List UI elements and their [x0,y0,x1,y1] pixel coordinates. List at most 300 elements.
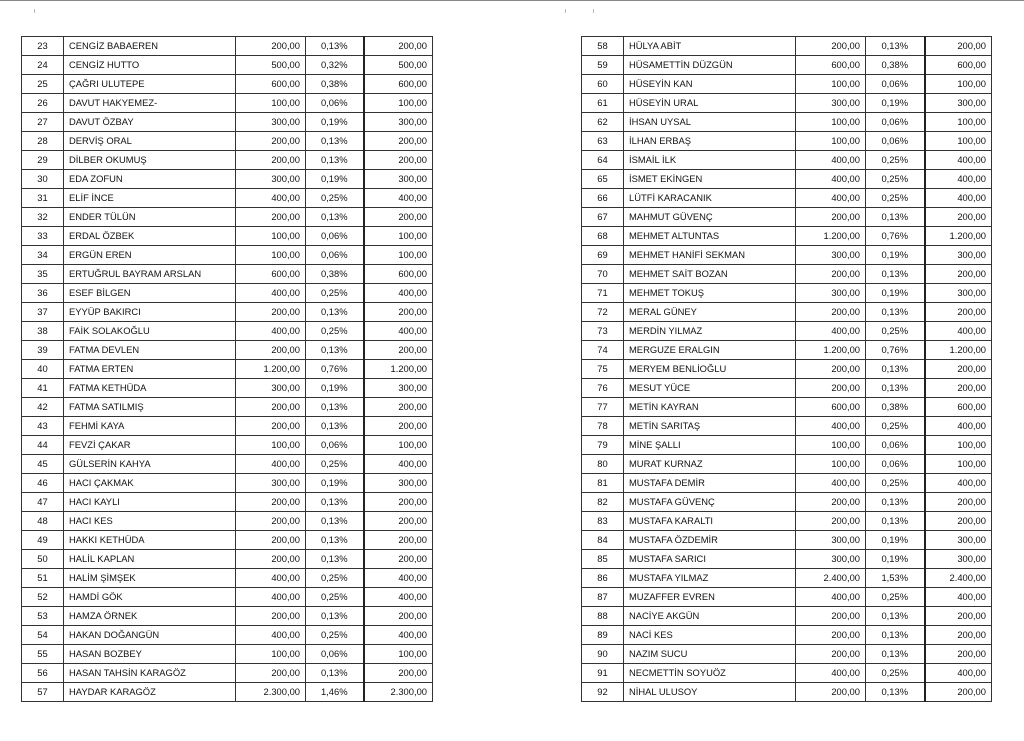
share-amount: 100,00 [796,75,866,94]
table-row [582,531,992,550]
row-number: 89 [582,626,624,645]
share-percent: 0,13% [866,37,925,56]
holder-name: HAMDİ GÖK [64,588,236,607]
holder-name: HASAN BOZBEY [64,645,236,664]
table-row [22,398,433,417]
share-percent: 0,13% [306,341,364,360]
table-row [582,322,992,341]
holder-name: NİHAL ULUSOY [624,683,796,702]
share-amount: 400,00 [236,322,306,341]
row-number: 61 [582,94,624,113]
share-total: 400,00 [925,417,992,436]
share-total: 200,00 [364,208,433,227]
share-total: 200,00 [364,664,433,683]
row-number: 35 [22,265,64,284]
row-number: 70 [582,265,624,284]
row-number: 88 [582,607,624,626]
share-total: 400,00 [925,588,992,607]
holder-name: İHSAN UYSAL [624,113,796,132]
share-amount: 200,00 [236,531,306,550]
scan-mark [565,9,566,13]
holder-name: MEHMET SAİT BOZAN [624,265,796,284]
holder-name: NECMETTİN SOYUÖZ [624,664,796,683]
table-row [582,208,992,227]
holder-name: HAYDAR KARAGÖZ [64,683,236,702]
share-percent: 0,25% [866,170,925,189]
holder-name: HÜLYA ABİT [624,37,796,56]
holder-name: FATMA SATILMIŞ [64,398,236,417]
share-amount: 100,00 [796,113,866,132]
share-amount: 400,00 [796,170,866,189]
share-percent: 0,06% [866,455,925,474]
share-percent: 0,13% [866,683,925,702]
holder-name: MURAT KURNAZ [624,455,796,474]
shareholder-table-right [581,36,992,702]
table-row [22,113,433,132]
row-number: 74 [582,341,624,360]
share-total: 200,00 [925,626,992,645]
table-row [582,341,992,360]
share-percent: 0,25% [306,588,364,607]
share-percent: 0,13% [306,550,364,569]
share-percent: 0,13% [306,512,364,531]
share-amount: 200,00 [796,512,866,531]
table-row [22,360,433,379]
table-row [582,607,992,626]
table-row [22,626,433,645]
table-row [22,170,433,189]
holder-name: MUSTAFA SARICI [624,550,796,569]
row-number: 53 [22,607,64,626]
page-top-edge [0,0,1024,1]
share-percent: 0,25% [866,322,925,341]
share-percent: 0,25% [306,569,364,588]
row-number: 37 [22,303,64,322]
share-total: 400,00 [925,664,992,683]
holder-name: MESUT YÜCE [624,379,796,398]
holder-name: EDA ZOFUN [64,170,236,189]
share-total: 100,00 [364,227,433,246]
share-amount: 200,00 [796,683,866,702]
holder-name: NAZIM SUCU [624,645,796,664]
row-number: 24 [22,56,64,75]
row-number: 85 [582,550,624,569]
share-percent: 0,13% [866,493,925,512]
holder-name: FATMA DEVLEN [64,341,236,360]
holder-name: HAMZA ÖRNEK [64,607,236,626]
holder-name: ESEF BİLGEN [64,284,236,303]
share-amount: 400,00 [236,588,306,607]
row-number: 52 [22,588,64,607]
holder-name: HALİL KAPLAN [64,550,236,569]
holder-name: ERTUĞRUL BAYRAM ARSLAN [64,265,236,284]
holder-name: CENGİZ BABAEREN [64,37,236,56]
holder-name: MERGUZE ERALGIN [624,341,796,360]
table-row [582,170,992,189]
row-number: 50 [22,550,64,569]
row-number: 67 [582,208,624,227]
table-row [582,398,992,417]
share-percent: 0,06% [306,227,364,246]
share-percent: 0,13% [306,151,364,170]
share-percent: 0,25% [866,588,925,607]
share-total: 100,00 [925,455,992,474]
share-percent: 1,46% [306,683,364,702]
share-percent: 0,19% [866,550,925,569]
share-amount: 400,00 [796,189,866,208]
holder-name: HÜSEYİN URAL [624,94,796,113]
row-number: 34 [22,246,64,265]
share-total: 200,00 [925,607,992,626]
share-amount: 400,00 [236,569,306,588]
table-row [22,189,433,208]
row-number: 31 [22,189,64,208]
row-number: 76 [582,379,624,398]
share-amount: 400,00 [796,664,866,683]
share-percent: 0,25% [306,189,364,208]
table-row [582,265,992,284]
holder-name: MEHMET ALTUNTAS [624,227,796,246]
share-amount: 1.200,00 [796,341,866,360]
row-number: 62 [582,113,624,132]
holder-name: FEHMİ KAYA [64,417,236,436]
holder-name: MUSTAFA DEMİR [624,474,796,493]
row-number: 55 [22,645,64,664]
holder-name: HACI ÇAKMAK [64,474,236,493]
holder-name: İSMAİL İLK [624,151,796,170]
holder-name: HACI KAYLI [64,493,236,512]
share-total: 2.400,00 [925,569,992,588]
share-percent: 0,13% [866,512,925,531]
table-row [582,75,992,94]
share-total: 200,00 [925,37,992,56]
table-row [22,645,433,664]
row-number: 46 [22,474,64,493]
share-total: 400,00 [364,626,433,645]
holder-name: METİN SARITAŞ [624,417,796,436]
share-amount: 400,00 [796,322,866,341]
share-amount: 600,00 [796,398,866,417]
table-row [22,683,433,702]
share-percent: 0,13% [306,607,364,626]
table-row [22,227,433,246]
holder-name: MUZAFFER EVREN [624,588,796,607]
row-number: 41 [22,379,64,398]
share-total: 200,00 [364,607,433,626]
share-total: 300,00 [925,531,992,550]
share-amount: 100,00 [236,436,306,455]
row-number: 54 [22,626,64,645]
share-total: 400,00 [364,322,433,341]
share-amount: 100,00 [796,132,866,151]
share-amount: 200,00 [236,417,306,436]
table-row [582,303,992,322]
row-number: 68 [582,227,624,246]
share-amount: 200,00 [236,664,306,683]
row-number: 30 [22,170,64,189]
share-total: 200,00 [364,132,433,151]
share-percent: 0,32% [306,56,364,75]
share-total: 300,00 [925,550,992,569]
share-percent: 0,25% [306,455,364,474]
share-total: 100,00 [364,246,433,265]
share-percent: 0,25% [306,322,364,341]
table-row [22,322,433,341]
share-amount: 200,00 [236,398,306,417]
share-total: 100,00 [925,113,992,132]
table-row [22,493,433,512]
row-number: 79 [582,436,624,455]
share-total: 200,00 [925,683,992,702]
row-number: 69 [582,246,624,265]
share-total: 300,00 [364,113,433,132]
share-total: 400,00 [925,189,992,208]
share-total: 100,00 [925,132,992,151]
share-total: 200,00 [364,341,433,360]
share-percent: 0,19% [306,113,364,132]
share-total: 100,00 [364,436,433,455]
holder-name: EYYÜP BAKIRCI [64,303,236,322]
row-number: 27 [22,113,64,132]
table-row [22,455,433,474]
share-amount: 400,00 [236,284,306,303]
share-percent: 0,19% [866,94,925,113]
share-percent: 0,13% [866,379,925,398]
holder-name: FEVZİ ÇAKAR [64,436,236,455]
share-total: 100,00 [364,94,433,113]
share-amount: 100,00 [796,436,866,455]
holder-name: MUSTAFA KARALTI [624,512,796,531]
share-amount: 200,00 [236,493,306,512]
share-percent: 0,19% [866,284,925,303]
share-percent: 0,38% [866,398,925,417]
share-total: 200,00 [364,398,433,417]
table-row [22,664,433,683]
row-number: 32 [22,208,64,227]
table-row [22,246,433,265]
share-total: 100,00 [925,75,992,94]
share-amount: 100,00 [236,645,306,664]
shareholder-table-left [21,36,433,702]
share-amount: 1.200,00 [796,227,866,246]
share-total: 400,00 [364,455,433,474]
share-total: 200,00 [925,208,992,227]
table-row [582,246,992,265]
table-row [22,56,433,75]
row-number: 72 [582,303,624,322]
share-total: 200,00 [925,265,992,284]
share-amount: 400,00 [796,151,866,170]
row-number: 92 [582,683,624,702]
share-total: 200,00 [364,151,433,170]
share-total: 2.300,00 [364,683,433,702]
holder-name: MUSTAFA YILMAZ [624,569,796,588]
table-row [582,360,992,379]
share-total: 400,00 [925,474,992,493]
share-amount: 200,00 [796,37,866,56]
share-percent: 0,13% [866,607,925,626]
holder-name: FATMA ERTEN [64,360,236,379]
share-amount: 300,00 [236,379,306,398]
table-body-left [22,37,433,702]
share-total: 400,00 [925,151,992,170]
share-percent: 0,13% [866,360,925,379]
share-percent: 0,76% [306,360,364,379]
share-amount: 100,00 [236,227,306,246]
share-amount: 400,00 [796,417,866,436]
share-percent: 0,25% [866,189,925,208]
table-row [22,132,433,151]
row-number: 39 [22,341,64,360]
share-total: 400,00 [364,284,433,303]
share-amount: 200,00 [796,265,866,284]
share-amount: 200,00 [236,550,306,569]
table-row [582,151,992,170]
share-total: 600,00 [925,56,992,75]
share-total: 200,00 [925,512,992,531]
holder-name: GÜLSERİN KAHYA [64,455,236,474]
share-total: 200,00 [364,417,433,436]
share-total: 200,00 [364,550,433,569]
row-number: 83 [582,512,624,531]
row-number: 64 [582,151,624,170]
table-row [582,588,992,607]
holder-name: ELİF İNCE [64,189,236,208]
share-percent: 0,38% [306,265,364,284]
row-number: 63 [582,132,624,151]
share-percent: 0,38% [866,56,925,75]
holder-name: HALİM ŞİMŞEK [64,569,236,588]
share-total: 600,00 [364,75,433,94]
holder-name: HÜSEYİN KAN [624,75,796,94]
row-number: 25 [22,75,64,94]
share-percent: 0,13% [306,303,364,322]
table-row [22,208,433,227]
share-amount: 300,00 [796,284,866,303]
share-percent: 0,13% [306,132,364,151]
share-total: 600,00 [925,398,992,417]
share-percent: 0,13% [306,208,364,227]
row-number: 42 [22,398,64,417]
holder-name: MUSTAFA GÜVENÇ [624,493,796,512]
share-total: 600,00 [364,265,433,284]
share-percent: 0,38% [306,75,364,94]
holder-name: MEHMET HANİFİ SEKMAN [624,246,796,265]
share-amount: 500,00 [236,56,306,75]
share-total: 200,00 [364,303,433,322]
share-total: 100,00 [925,436,992,455]
row-number: 81 [582,474,624,493]
share-amount: 300,00 [236,113,306,132]
share-amount: 200,00 [796,208,866,227]
table-row [22,94,433,113]
share-amount: 2.400,00 [796,569,866,588]
table-row [582,436,992,455]
share-percent: 0,06% [306,645,364,664]
share-amount: 300,00 [796,94,866,113]
share-amount: 100,00 [796,455,866,474]
share-total: 300,00 [364,474,433,493]
share-total: 400,00 [364,569,433,588]
holder-name: İSMET EKİNGEN [624,170,796,189]
share-amount: 200,00 [236,208,306,227]
share-amount: 400,00 [796,588,866,607]
share-amount: 2.300,00 [236,683,306,702]
share-percent: 0,13% [866,303,925,322]
holder-name: DAVUT HAKYEMEZ- [64,94,236,113]
table-row [582,683,992,702]
share-amount: 300,00 [236,170,306,189]
share-percent: 0,13% [306,37,364,56]
share-total: 300,00 [364,379,433,398]
holder-name: CENGİZ HUTTO [64,56,236,75]
share-percent: 0,19% [306,474,364,493]
row-number: 87 [582,588,624,607]
table-row [582,56,992,75]
table-row [22,512,433,531]
table-row [22,37,433,56]
share-percent: 0,19% [306,170,364,189]
row-number: 91 [582,664,624,683]
share-percent: 0,25% [866,417,925,436]
share-amount: 300,00 [796,246,866,265]
share-amount: 100,00 [236,94,306,113]
share-percent: 0,13% [866,265,925,284]
share-total: 200,00 [364,531,433,550]
share-percent: 0,76% [866,227,925,246]
holder-name: HASAN TAHSİN KARAGÖZ [64,664,236,683]
share-percent: 0,06% [866,113,925,132]
share-percent: 0,19% [306,379,364,398]
share-percent: 0,13% [866,208,925,227]
share-total: 200,00 [925,379,992,398]
holder-name: ÇAĞRI ULUTEPE [64,75,236,94]
share-total: 200,00 [364,493,433,512]
share-total: 300,00 [364,170,433,189]
share-amount: 200,00 [236,151,306,170]
row-number: 43 [22,417,64,436]
row-number: 56 [22,664,64,683]
row-number: 60 [582,75,624,94]
row-number: 33 [22,227,64,246]
table-row [22,341,433,360]
row-number: 51 [22,569,64,588]
holder-name: ERGÜN EREN [64,246,236,265]
table-row [582,664,992,683]
table-row [582,37,992,56]
holder-name: MERYEM BENLİOĞLU [624,360,796,379]
share-total: 300,00 [925,284,992,303]
table-row [582,132,992,151]
share-percent: 0,19% [866,246,925,265]
row-number: 78 [582,417,624,436]
holder-name: METİN KAYRAN [624,398,796,417]
row-number: 75 [582,360,624,379]
table-row [582,626,992,645]
share-amount: 200,00 [236,132,306,151]
row-number: 82 [582,493,624,512]
share-total: 300,00 [925,246,992,265]
share-percent: 0,25% [306,626,364,645]
table-row [582,284,992,303]
share-total: 200,00 [925,303,992,322]
row-number: 26 [22,94,64,113]
share-amount: 300,00 [236,474,306,493]
share-percent: 0,06% [866,132,925,151]
table-row [582,550,992,569]
table-row [22,151,433,170]
row-number: 80 [582,455,624,474]
